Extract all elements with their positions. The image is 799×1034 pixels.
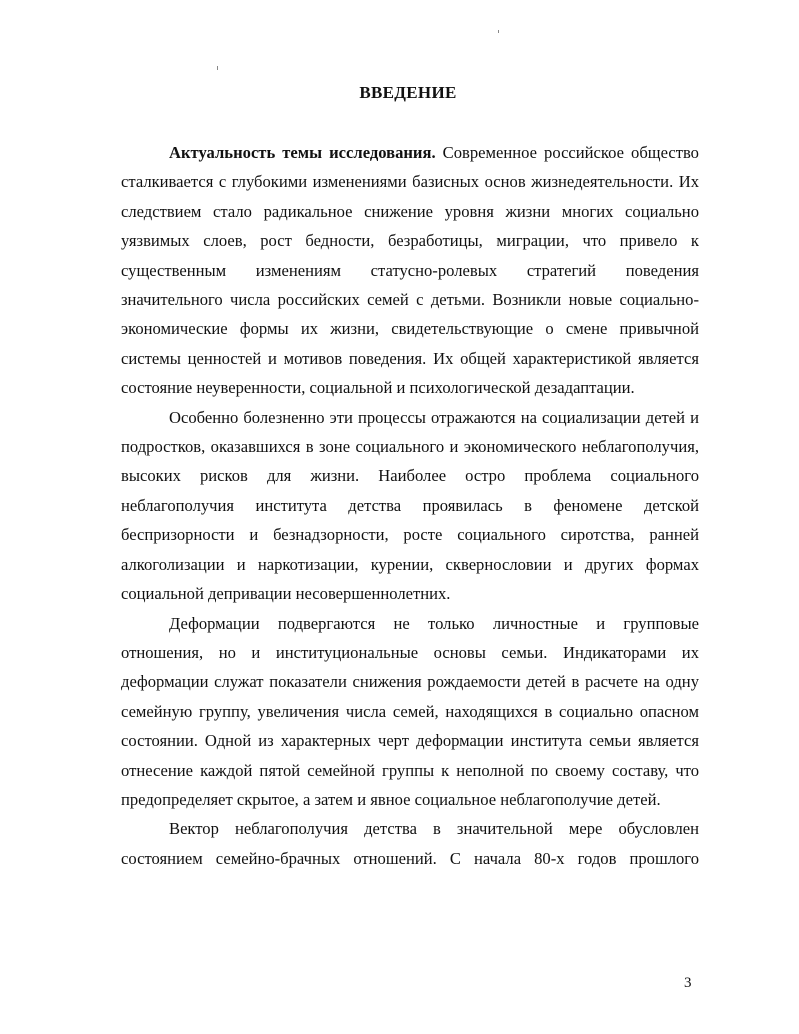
page-number: 3 [684, 975, 692, 991]
paragraph-text: Вектор неблагополучия детства в значительной мере обусловлен состоянием семейно-брачных отношений. С начала 80-х годов прошлого [121, 819, 699, 868]
paragraph-4 [121, 814, 699, 873]
paragraph-text: Деформации подвергаются не только личностные и групповые отношения, но и институциональные основы семьи. Индикаторами их деформации служат показатели снижения рождаемости детей в расчете на одну семейную группу, увеличения числа семей, находящихся в социально опасном состоянии. Одной из характерных черт деформации института семьи является отнесение каждой пятой семейной группы к неполной по своему составу, что предопределяет скрытое, а затем и явное социальное неблагополучие детей. [121, 613, 699, 809]
paragraph-text: Особенно болезненно эти процессы отражаются на социализации детей и подростков, оказавшихся в зоне социального и экономического неблагополучия, высоких рисков для жизни. Наиболее остро проблема социального неблагополучия института детства проявилась в феномене детской беспризорности и безнадзорности, росте социального сиротства, ранней алкоголизации и наркотизации, курении, сквернословии и других формах социальной депривации несовершеннолетних. [121, 407, 699, 604]
paragraph-lead: Актуальность темы исследования. [169, 143, 436, 162]
scan-speck [498, 30, 499, 33]
paragraph-text: Современное российское общество сталкивается с глубокими изменениями базисных основ жизнедеятельности. Их следствием стало радикальное снижение уровня жизни многих социально уязвимых слоев, рост бедности, безработицы, миграции, что привело к существенным изменениям статусно-ролевых стратегий поведения значительного числа российских семей с детьми. Возникли новые социально-экономические формы их жизни, свидетельствующие о смене привычной системы ценностей и мотивов поведения. Их общей характеристикой является состояние неуверенности, социальной и психологической дезадаптации. [121, 143, 699, 398]
paragraph-1 [121, 138, 699, 403]
page-title: ВВЕДЕНИЕ [359, 83, 457, 102]
body-text [121, 138, 699, 873]
paragraph-2 [121, 403, 699, 609]
paragraph-3 [121, 609, 699, 815]
scan-speck [217, 66, 218, 70]
